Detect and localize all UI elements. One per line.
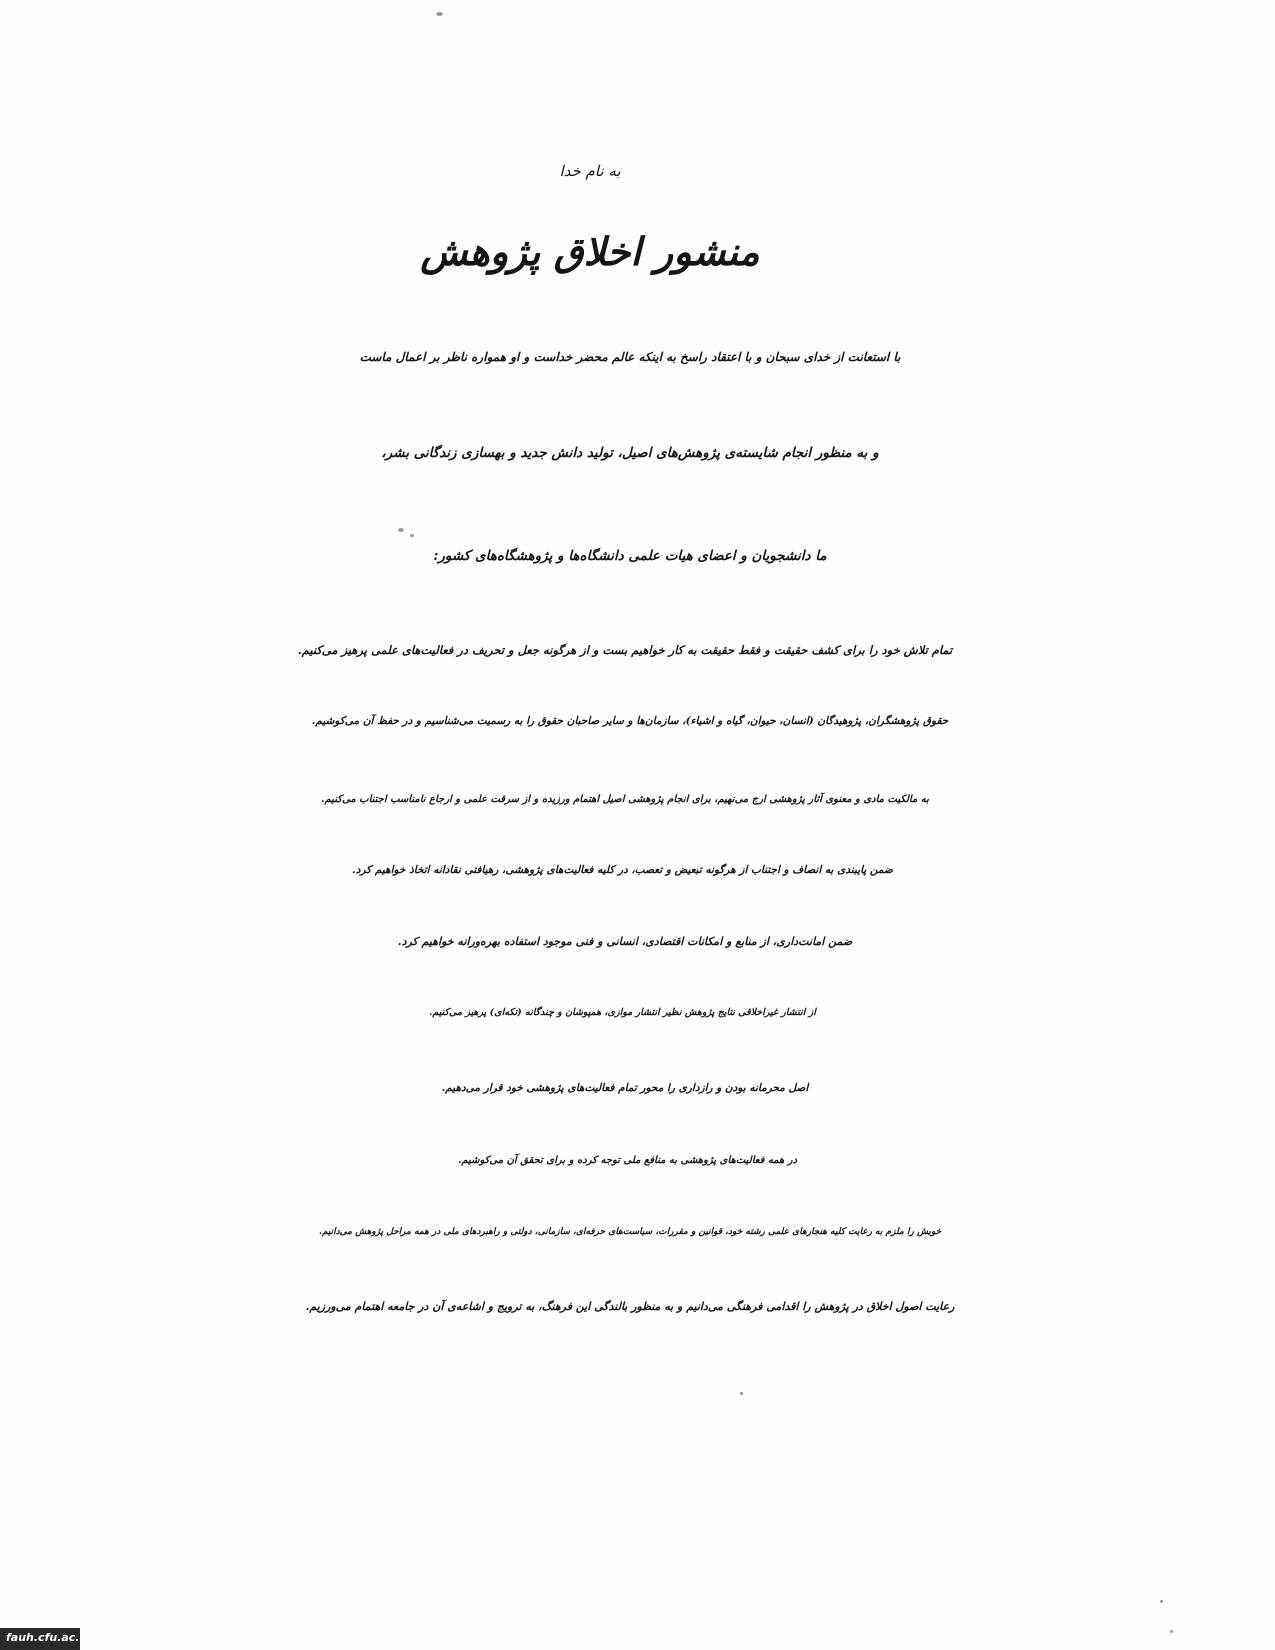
charter-clause: خویش را ملزم به رعایت کلیه هنجارهای علمی رشته خود، قوانین و مقررات، سیاست‌های حرفه‌ای، سازمانی، دولتی و راهبردهای ملی در همه مراحل پژوهش می‌دانیم. — [318, 1227, 942, 1237]
basmala-heading: به نام خدا — [559, 162, 621, 180]
charter-clause: در همه فعالیت‌های پژوهشی به منافع ملی توجه کرده و برای تحقق آن می‌کوشیم. — [457, 1155, 798, 1166]
scan-speck — [398, 528, 404, 532]
site-watermark-text: fauh.cfu.ac.ir — [6, 1631, 89, 1644]
scan-speck — [1170, 1630, 1173, 1633]
scan-speck — [1160, 1600, 1163, 1603]
charter-clause: از انتشار غیراخلاقی نتایج پژوهش نظیر انتشار موازی، همپوشان و چندگانه (تکه‌ای) پرهیز می‌کنیم. — [429, 1007, 816, 1018]
site-watermark — [0, 1628, 89, 1650]
preamble-line: با استعانت از خدای سبحان و با اعتقاد راسخ به اینکه عالم محضر خداست و او همواره ناظر بر اعمال ماست — [359, 350, 901, 364]
scan-speck — [740, 1392, 743, 1395]
charter-clause: تمام تلاش خود را برای کشف حقیقت و فقط حقیقت به کار خواهیم بست و از هرگونه جعل و تحریف در فعالیت‌های علمی پرهیز می‌کنیم. — [297, 643, 953, 657]
charter-clause: ضمن پایبندی به انصاف و اجتناب از هرگونه تبعیض و تعصب، در کلیه فعالیت‌های پژوهشی، رهیافتی نقادانه اتخاذ خواهیم کرد. — [352, 864, 893, 876]
charter-clause: اصل محرمانه بودن و رازداری را محور تمام فعالیت‌های پژوهشی خود قرار می‌دهیم. — [441, 1082, 809, 1094]
charter-clause: رعایت اصول اخلاق در پژوهش را اقدامی فرهنگی می‌دانیم و به منظور بالندگی این فرهنگ، به ترویج و اشاعه‌ی آن در جامعه اهتمام می‌ورزیم. — [305, 1300, 955, 1313]
scan-speck — [436, 12, 443, 16]
preamble-line: ما دانشجویان و اعضای هیات علمی دانشگاه‌ها و پژوهشگاه‌های کشور: — [433, 548, 827, 564]
charter-clause: ضمن امانت‌داری، از منابع و امکانات اقتصادی، انسانی و فنی موجود استفاده بهره‌ورانه خواهیم کرد. — [397, 935, 853, 948]
charter-title: منشور اخلاق پژوهش — [420, 230, 760, 275]
preamble-line: و به منظور انجام شایسته‌ی پژوهش‌های اصیل، تولید دانش جدید و بهسازی زندگانی بشر، — [381, 445, 879, 461]
charter-clause: به مالکیت مادی و معنوی آثار پژوهشی ارج می‌نهیم، برای انجام پژوهشی اصیل اهتمام ورزیده و از سرقت علمی و ارجاع نامناسب اجتناب می‌کنیم. — [321, 794, 929, 805]
charter-clause: حقوق پژوهشگران، پژوهیدگان (انسان، حیوان، گیاه و اشیاء)، سازمان‌ها و سایر صاحبان حقوق را به رسمیت می‌شناسیم و در حفظ آن می‌کوشیم. — [311, 715, 949, 727]
scan-speck — [410, 534, 414, 537]
